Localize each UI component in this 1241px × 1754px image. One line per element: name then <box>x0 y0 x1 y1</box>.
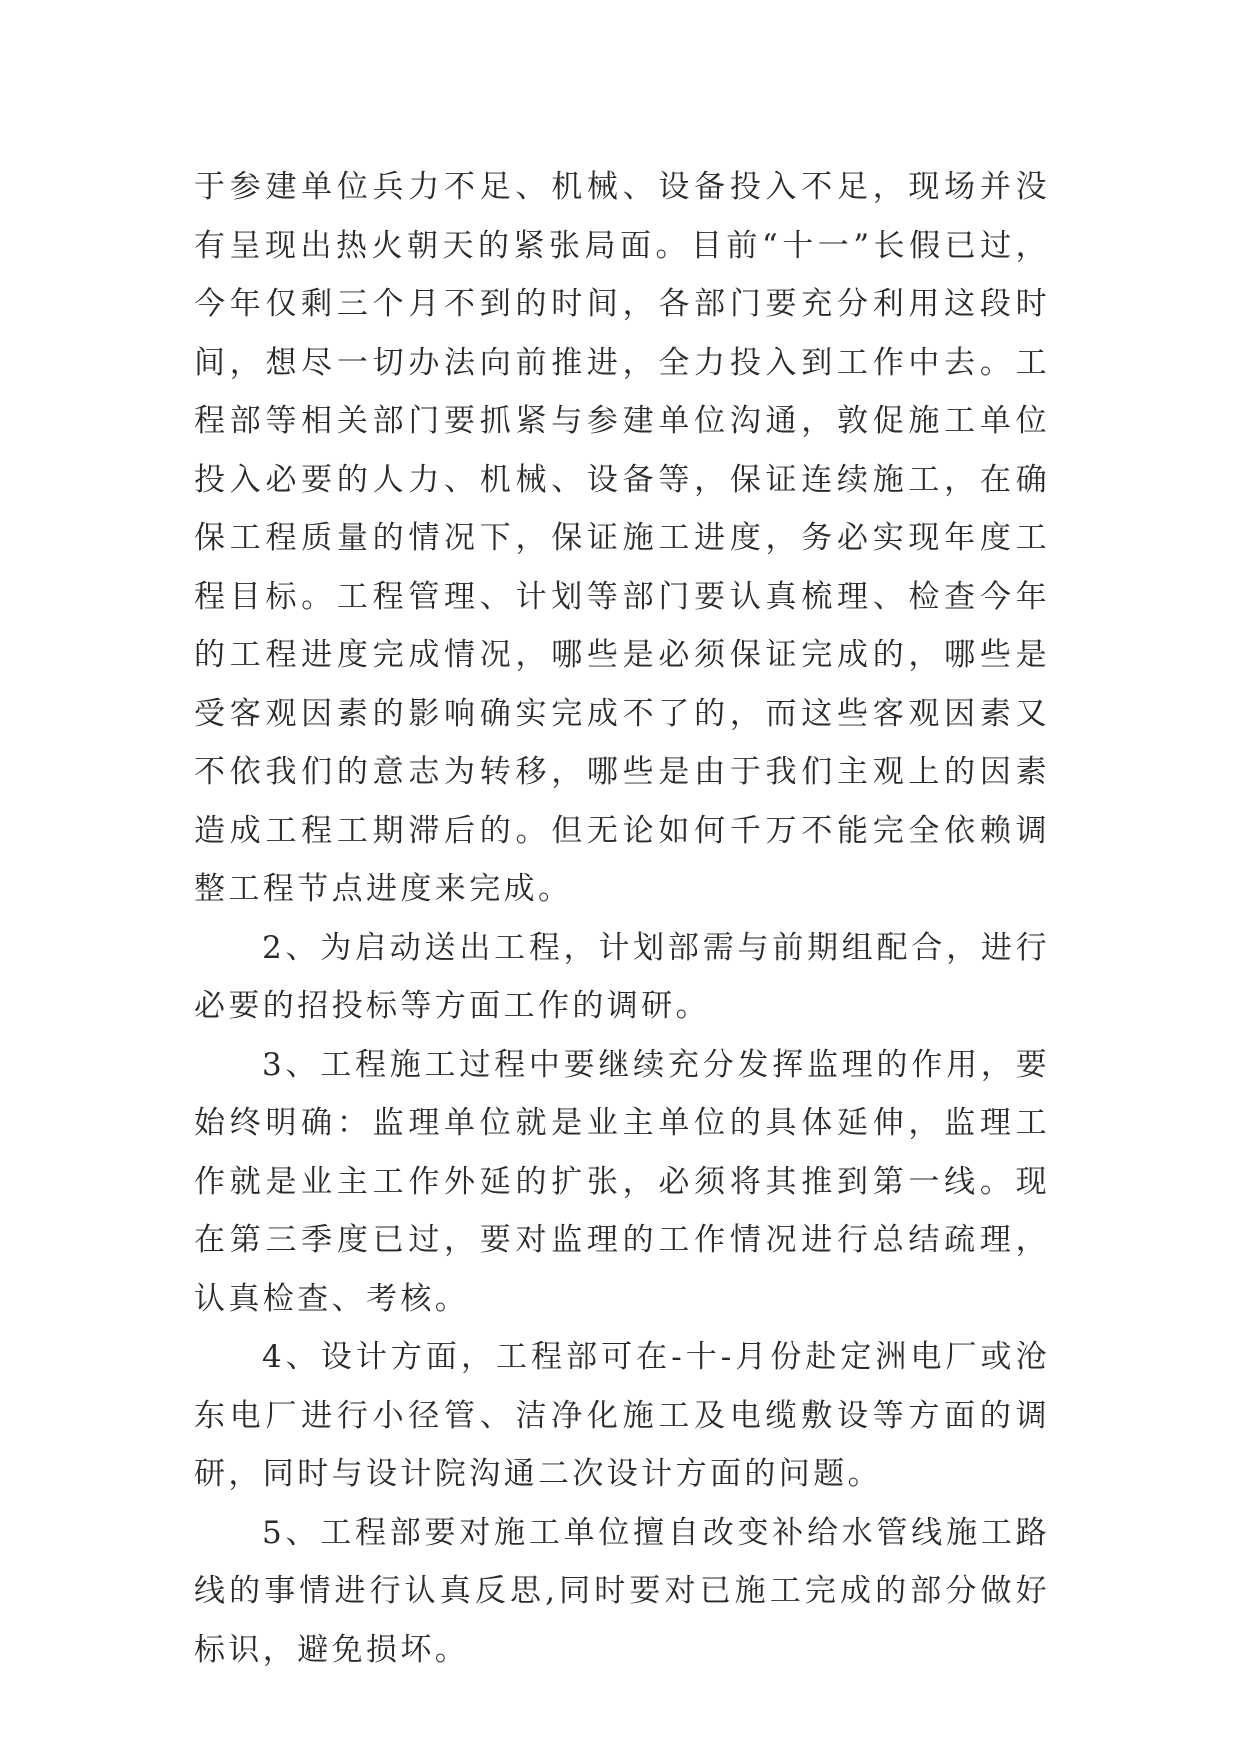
paragraph-item-4: 4、设计方面，工程部可在-十-月份赴定洲电厂或沧东电厂进行小径管、洁净化施工及电缆敷设等方面的调研，同时与设计院沟通二次设计方面的问题。 <box>194 1339 1050 1492</box>
document-body <box>194 158 1050 1679</box>
paragraph-item-5: 5、工程部要对施工单位擅自改变补给水管线施工路线的事情进行认真反思,同时要对已施工完成的部分做好标识，避免损坏。 <box>194 1514 1050 1668</box>
paragraph-item-3: 3、工程施工过程中要继续充分发挥监理的作用，要始终明确：监理单位就是业主单位的具体延伸，监理工作就是业主工作外延的扩张，必须将其推到第一线。现在第三季度已过，要对监理的工作情况进行总结疏理，认真检查、考核。 <box>194 1046 1050 1317</box>
paragraph-continued: 于参建单位兵力不足、机械、设备投入不足，现场并没有呈现出热火朝天的紧张局面。目前“十一”长假已过，今年仅剩三个月不到的时间，各部门要充分利用这段时间，想尽一切办法向前推进，全力投入到工作中去。工程部等相关部门要抓紧与参建单位沟通，敦促施工单位投入必要的人力、机械、设备等，保证连续施工，在确保工程质量的情况下，保证施工进度，务必实现年度工程目标。工程管理、计划等部门要认真梳理、检查今年的工程进度完成情况，哪些是必须保证完成的，哪些是受客观因素的影响确实完成不了的，而这些客观因素又不依我们的意志为转移，哪些是由于我们主观上的因素造成工程工期滞后的。但无论如何千万不能完全依赖调整工程节点进度来完成。 <box>194 169 1050 907</box>
paragraph-item-2: 2、为启动送出工程，计划部需与前期组配合，进行必要的招投标等方面工作的调研。 <box>194 929 1050 1024</box>
